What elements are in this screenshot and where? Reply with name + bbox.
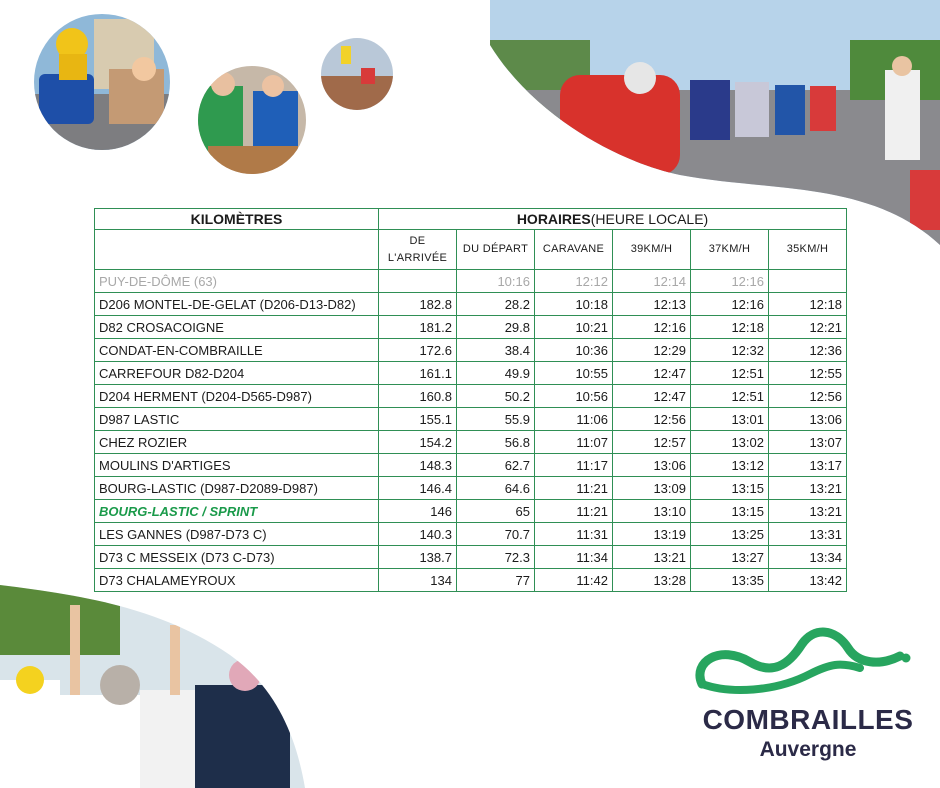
km-to-arrival-cell: [379, 270, 457, 293]
location-cell: D73 CHALAMEYROUX: [95, 569, 379, 592]
time-35kmh-cell: 13:31: [769, 523, 847, 546]
combrailles-logo: [690, 622, 920, 772]
table-row: [95, 339, 847, 362]
location-cell: D82 CROSACOIGNE: [95, 316, 379, 339]
km-from-start-cell: 29.8: [457, 316, 535, 339]
location-cell: PUY-DE-DÔME (63): [95, 270, 379, 293]
time-37kmh-cell: 12:32: [691, 339, 769, 362]
time-37kmh-cell: 13:27: [691, 546, 769, 569]
time-37kmh-cell: 13:35: [691, 569, 769, 592]
km-from-start-cell: 38.4: [457, 339, 535, 362]
schedule-body: [95, 270, 847, 592]
time-39kmh-cell: 12:16: [613, 316, 691, 339]
location-cell: D987 LASTIC: [95, 408, 379, 431]
time-37kmh-cell: 12:51: [691, 362, 769, 385]
col-39kmh: 39KM/H: [613, 230, 691, 270]
location-cell: D73 C MESSEIX (D73 C-D73): [95, 546, 379, 569]
table-row: [95, 293, 847, 316]
logo-wave-icon: [690, 622, 920, 702]
time-35kmh-cell: [769, 270, 847, 293]
caravane-time-cell: 12:12: [535, 270, 613, 293]
photo-spectators-food: [198, 66, 306, 174]
header-row: [95, 209, 847, 230]
location-cell: BOURG-LASTIC / SPRINT: [95, 500, 379, 523]
time-39kmh-cell: 12:56: [613, 408, 691, 431]
caravane-time-cell: 10:55: [535, 362, 613, 385]
table-row: [95, 362, 847, 385]
time-37kmh-cell: 12:18: [691, 316, 769, 339]
km-to-arrival-cell: 182.8: [379, 293, 457, 316]
caravane-time-cell: 10:18: [535, 293, 613, 316]
km-to-arrival-cell: 140.3: [379, 523, 457, 546]
time-39kmh-cell: 13:06: [613, 454, 691, 477]
time-37kmh-cell: 13:12: [691, 454, 769, 477]
location-cell: LES GANNES (D987-D73 C): [95, 523, 379, 546]
table-row: [95, 270, 847, 293]
time-37kmh-cell: 12:16: [691, 270, 769, 293]
logo-title: COMBRAILLES: [702, 704, 914, 735]
caravane-time-cell: 11:34: [535, 546, 613, 569]
km-to-arrival-cell: 148.3: [379, 454, 457, 477]
time-39kmh-cell: 13:10: [613, 500, 691, 523]
col-35kmh: 35KM/H: [769, 230, 847, 270]
table-row: [95, 454, 847, 477]
time-39kmh-cell: 13:28: [613, 569, 691, 592]
table-row: [95, 431, 847, 454]
time-37kmh-cell: 13:25: [691, 523, 769, 546]
photo-caravan-mascot: [34, 14, 170, 150]
photo-cheering-crowd: [0, 585, 305, 788]
location-cell: BOURG-LASTIC (D987-D2089-D987): [95, 477, 379, 500]
km-to-arrival-cell: 138.7: [379, 546, 457, 569]
km-from-start-cell: 72.3: [457, 546, 535, 569]
caravane-time-cell: 10:21: [535, 316, 613, 339]
location-cell: CONDAT-EN-COMBRAILLE: [95, 339, 379, 362]
caravane-time-cell: 10:36: [535, 339, 613, 362]
km-to-arrival-cell: 181.2: [379, 316, 457, 339]
horaires-header: [379, 209, 847, 230]
col-arrivee: DE L'ARRIVÉE: [379, 230, 457, 270]
time-39kmh-cell: 12:47: [613, 362, 691, 385]
table-row: [95, 523, 847, 546]
km-to-arrival-cell: 154.2: [379, 431, 457, 454]
time-35kmh-cell: 12:21: [769, 316, 847, 339]
time-35kmh-cell: 13:21: [769, 500, 847, 523]
km-to-arrival-cell: 134: [379, 569, 457, 592]
table-row: [95, 408, 847, 431]
km-to-arrival-cell: 161.1: [379, 362, 457, 385]
km-from-start-cell: 50.2: [457, 385, 535, 408]
location-cell: D206 MONTEL-DE-GELAT (D206-D13-D82): [95, 293, 379, 316]
time-35kmh-cell: 12:18: [769, 293, 847, 316]
time-35kmh-cell: 13:34: [769, 546, 847, 569]
caravane-time-cell: 11:21: [535, 500, 613, 523]
time-37kmh-cell: 13:15: [691, 500, 769, 523]
caravane-time-cell: 11:21: [535, 477, 613, 500]
km-from-start-cell: 70.7: [457, 523, 535, 546]
time-35kmh-cell: 13:07: [769, 431, 847, 454]
km-to-arrival-cell: 146.4: [379, 477, 457, 500]
caravane-time-cell: 10:56: [535, 385, 613, 408]
time-35kmh-cell: 13:42: [769, 569, 847, 592]
subheader-row: [95, 230, 847, 270]
time-35kmh-cell: 13:17: [769, 454, 847, 477]
time-39kmh-cell: 12:13: [613, 293, 691, 316]
km-to-arrival-cell: 172.6: [379, 339, 457, 362]
time-39kmh-cell: 13:09: [613, 477, 691, 500]
time-39kmh-cell: 12:29: [613, 339, 691, 362]
logo-subtitle: Auvergne: [759, 738, 857, 761]
subheader-empty: [95, 230, 379, 270]
table-row: [95, 546, 847, 569]
time-37kmh-cell: 12:51: [691, 385, 769, 408]
table-row: [95, 316, 847, 339]
photo-crowd-flags: [321, 38, 393, 110]
time-35kmh-cell: 13:21: [769, 477, 847, 500]
location-cell: CARREFOUR D82-D204: [95, 362, 379, 385]
table-row: [95, 569, 847, 592]
location-cell: MOULINS D'ARTIGES: [95, 454, 379, 477]
time-37kmh-cell: 13:02: [691, 431, 769, 454]
table-row: [95, 477, 847, 500]
time-35kmh-cell: 12:56: [769, 385, 847, 408]
horaires-label: HORAIRES: [516, 211, 591, 227]
km-from-start-cell: 65: [457, 500, 535, 523]
km-from-start-cell: 62.7: [457, 454, 535, 477]
col-depart: DU DÉPART: [457, 230, 535, 270]
time-35kmh-cell: 12:36: [769, 339, 847, 362]
km-from-start-cell: 56.8: [457, 431, 535, 454]
location-cell: D204 HERMENT (D204-D565-D987): [95, 385, 379, 408]
km-header: KILOMÈTRES: [95, 209, 379, 230]
location-cell: CHEZ ROZIER: [95, 431, 379, 454]
caravane-time-cell: 11:42: [535, 569, 613, 592]
schedule-table: [94, 208, 847, 592]
km-from-start-cell: 64.6: [457, 477, 535, 500]
km-from-start-cell: 28.2: [457, 293, 535, 316]
horaires-note: (HEURE LOCALE): [590, 211, 709, 227]
caravane-time-cell: 11:07: [535, 431, 613, 454]
caravane-time-cell: 11:06: [535, 408, 613, 431]
km-to-arrival-cell: 160.8: [379, 385, 457, 408]
table-row: [95, 385, 847, 408]
time-39kmh-cell: 12:47: [613, 385, 691, 408]
km-from-start-cell: 10:16: [457, 270, 535, 293]
time-37kmh-cell: 13:15: [691, 477, 769, 500]
col-37kmh: 37KM/H: [691, 230, 769, 270]
time-35kmh-cell: 13:06: [769, 408, 847, 431]
time-39kmh-cell: 12:57: [613, 431, 691, 454]
time-35kmh-cell: 12:55: [769, 362, 847, 385]
km-from-start-cell: 77: [457, 569, 535, 592]
time-37kmh-cell: 13:01: [691, 408, 769, 431]
km-to-arrival-cell: 155.1: [379, 408, 457, 431]
col-caravane: CARAVANE: [535, 230, 613, 270]
km-from-start-cell: 49.9: [457, 362, 535, 385]
km-from-start-cell: 55.9: [457, 408, 535, 431]
caravane-time-cell: 11:17: [535, 454, 613, 477]
time-39kmh-cell: 12:14: [613, 270, 691, 293]
table-row: [95, 500, 847, 523]
time-39kmh-cell: 13:19: [613, 523, 691, 546]
time-39kmh-cell: 13:21: [613, 546, 691, 569]
caravane-time-cell: 11:31: [535, 523, 613, 546]
time-37kmh-cell: 12:16: [691, 293, 769, 316]
km-to-arrival-cell: 146: [379, 500, 457, 523]
